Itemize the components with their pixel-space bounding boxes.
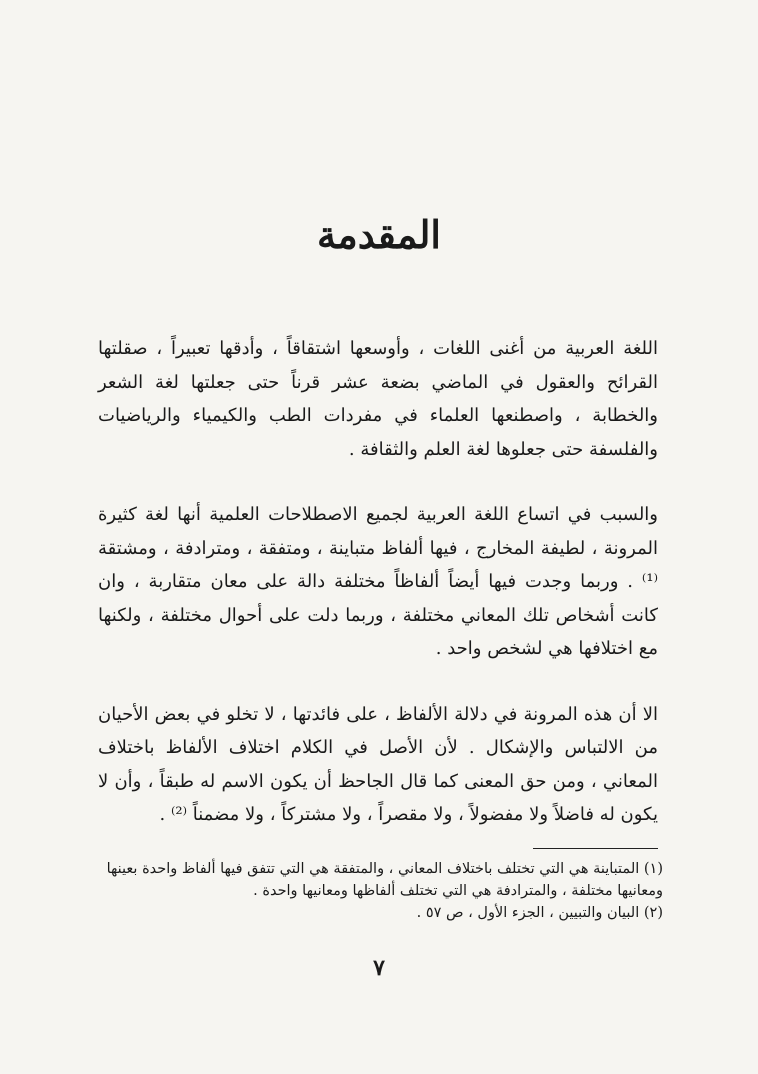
paragraph-1: اللغة العربية من أغنى اللغات ، وأوسعها اشتقاقاً ، وأدقها تعبيراً ، صقلتها القرائح والعقول في الماضي بضعة عشر قرناً حتى جعلتها لغة الشعر والخطابة ، واصطنعها العلماء في مفردات الطب والكيمياء والرياضيات والفلسفة حتى جعلوها لغة العلم والثقافة . [98, 338, 658, 460]
paragraph-3: الا أن هذه المرونة في دلالة الألفاظ ، على فائدتها ، لا تخلو في بعض الأحيان من الالتباس والإشكال . لأن الأصل في الكلام اختلاف الألفاظ باختلاف المعاني ، ومن حق المعنى كما قال الجاحظ أن يكون الاسم له طبقاً ، وأن لا يكون له فاضلاً ولا مفضولاً ، ولا مقصراً ، ولا مشتركاً ، ولا مضمناً ⁽²⁾ . [98, 703, 658, 825]
paragraph-2: والسبب في اتساع اللغة العربية لجميع الاصطلاحات العلمية أنها لغة كثيرة المرونة ، لطيفة المخارج ، فيها ألفاظ متباينة ، ومتفقة ، ومترادفة ، ومشتقة ⁽¹⁾ . وربما وجدت فيها أيضاً ألفاظاً مختلفة دالة على معان متقاربة ، وان كانت أشخاص تلك المعاني مختلفة ، وربما دلت على أحوال مختلفة ، ولكنها مع اختلافها هي لشخص واحد . [98, 504, 658, 659]
footnote-2: (٢) البيان والتبيين ، الجزء الأول ، ص ٥٧ . [416, 905, 663, 921]
footnotes [98, 858, 663, 924]
footnote-divider [533, 848, 658, 849]
chapter-title: المقدمة [316, 212, 441, 257]
body-text [98, 332, 658, 832]
page-number: ٧ [373, 955, 385, 981]
footnote-1: (١) المتباينة هي التي تختلف باختلاف المعاني ، والمتفقة هي التي تتفق فيها ألفاظ واحدة بعينها ومعانيها مختلفة ، والمترادفة هي التي تختلف ألفاظها ومعانيها واحدة . [106, 861, 663, 899]
